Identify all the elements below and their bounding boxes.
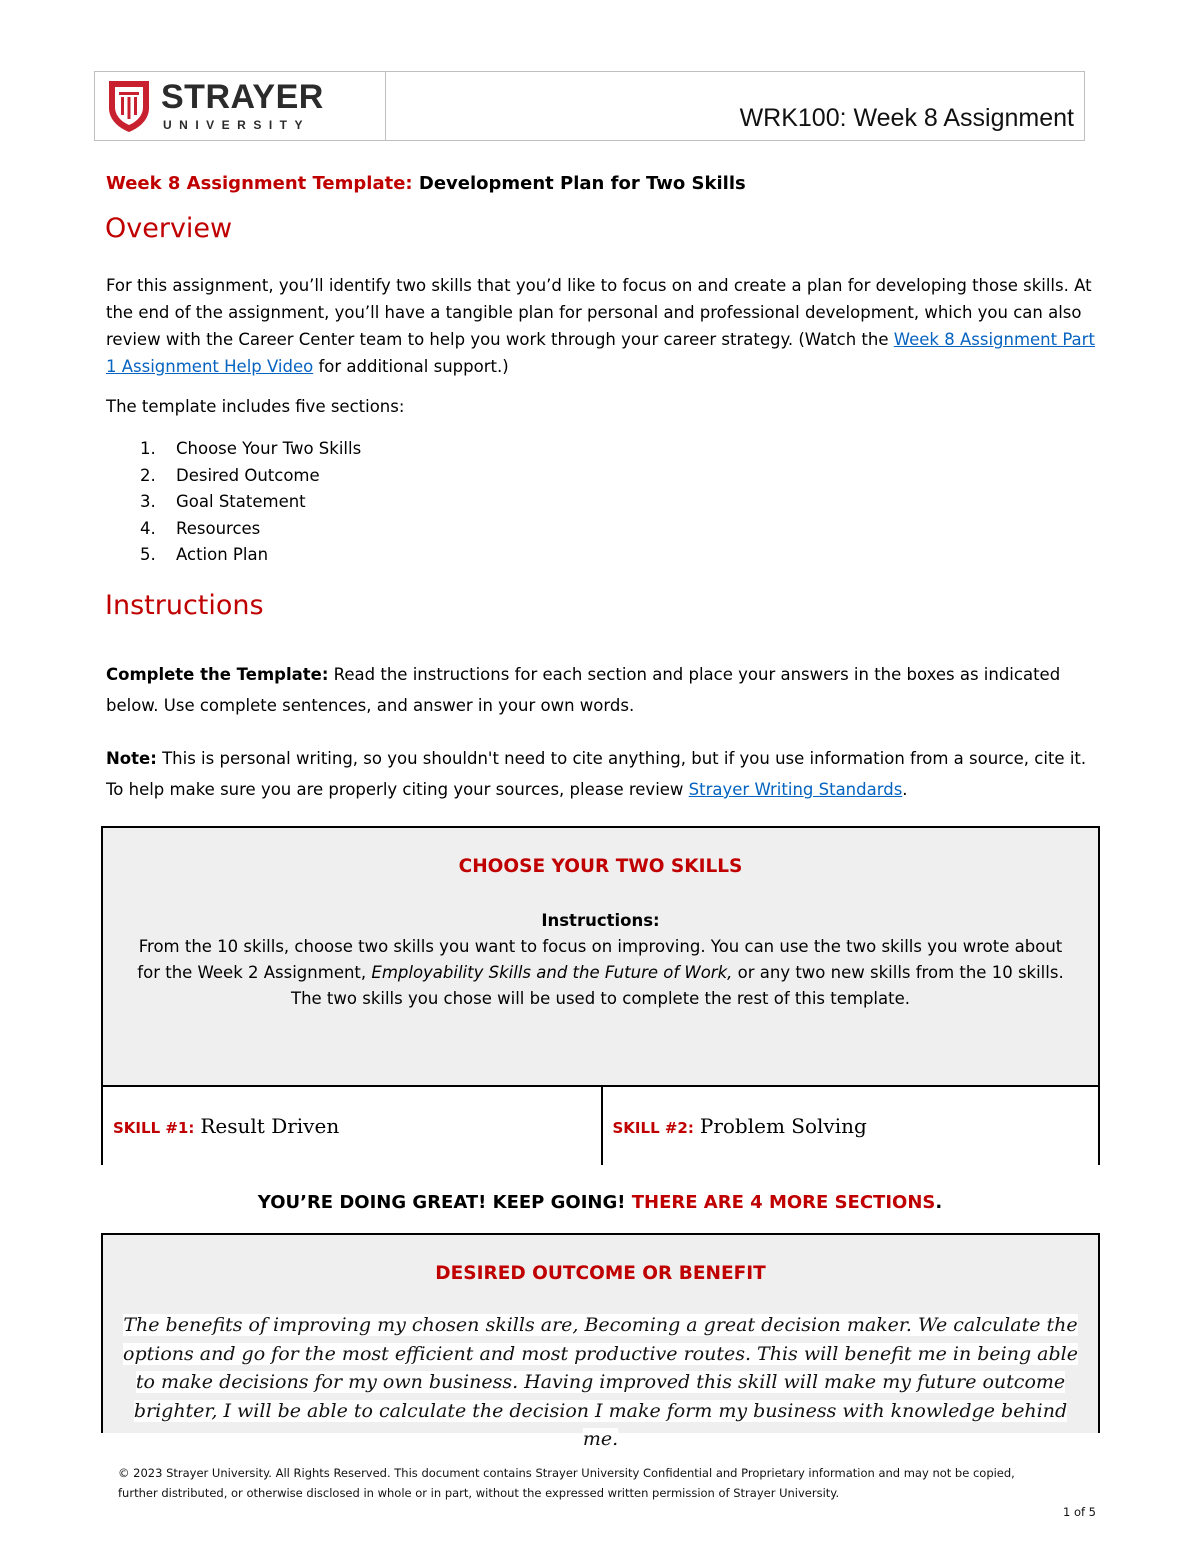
choose-skills-box <box>101 826 1100 1165</box>
copyright-footer: © 2023 Strayer University. All Rights Reserved. This document contains Strayer University Confidential and Proprietary information and may not be copied, further distributed, or otherwise disclosed in whole or in part, without the expressed written permission of Strayer University. <box>118 1466 1015 1500</box>
list-item: 4. Resources <box>140 518 261 538</box>
complete-template-paragraph <box>106 659 1096 721</box>
overview-paragraph <box>106 272 1096 380</box>
writing-standards-link[interactable]: Strayer Writing Standards <box>688 780 903 799</box>
skill-1-cell[interactable] <box>103 1087 601 1165</box>
choose-line-2: for the Week 2 Assignment, Employability Skills and the Future of Work, or any two new skills from the 10 skills. <box>137 963 1064 982</box>
subtitle-rest: Development Plan for Two Skills <box>418 173 746 194</box>
skill-2-value: Problem Solving <box>699 1114 867 1138</box>
help-video-link[interactable]: Week 8 Assignment Part 1 Assignment Help Video <box>106 330 1095 376</box>
logo <box>95 72 386 140</box>
choose-line-3: The two skills you chose will be used to complete the rest of this template. <box>290 989 910 1008</box>
instructions-heading: Instructions <box>105 590 264 621</box>
note-lead: Note: <box>106 749 157 768</box>
skill-2-cell[interactable] <box>601 1087 1099 1165</box>
header-title-cell <box>386 72 1084 140</box>
logo-wordmark: STRAYER <box>161 78 324 116</box>
list-item: 3. Goal Statement <box>140 492 306 511</box>
subtitle-lead: Week 8 Assignment Template: <box>106 173 413 194</box>
shield-logo-icon <box>106 78 152 134</box>
note-paragraph: Note: This is personal writing, so you shouldn't need to cite anything, but if you use information from a source, cite it. To help make sure you are properly citing your sources, please review Strayer Writing Standards. <box>106 749 1087 799</box>
list-item: 1. Choose Your Two Skills <box>140 439 362 458</box>
choose-skills-title: CHOOSE YOUR TWO SKILLS <box>458 856 743 877</box>
list-item: 5. Action Plan <box>140 545 269 564</box>
desired-outcome-title: DESIRED OUTCOME OR BENEFIT <box>435 1263 766 1284</box>
course-title: WRK100: Week 8 Assignment <box>739 104 1074 132</box>
encouragement-banner: YOU’RE DOING GREAT! KEEP GOING! THERE ARE 4 MORE SECTIONS. <box>257 1192 943 1213</box>
logo-subtitle: UNIVERSITY <box>163 118 311 132</box>
page-number: 1 of 5 <box>1062 1505 1096 1519</box>
overview-text-end: for additional support.) <box>318 357 509 376</box>
desired-outcome-answer[interactable]: The benefits of improving my chosen skills are, Becoming a great decision maker. We calculate the options and go for the most efficient and most productive routes. This will benefit me in being able to make decisions for my own business. Having improved this skill will make my future outcome brighter, I will be able to calculate the decision I make form my business with knowledge behind me. <box>123 1314 1078 1450</box>
skill-2-label: SKILL #2: Problem Solving <box>612 1114 867 1138</box>
skill-1-value: Result Driven <box>200 1114 340 1138</box>
instructions-label: Instructions: <box>541 911 660 930</box>
complete-lead: Complete the Template: <box>106 665 329 684</box>
complete-text: Read the instructions for each section and place your answers in the boxes as indicated below. Use complete sentences, and answer in your own words. <box>106 665 1061 715</box>
desired-outcome-box <box>101 1233 1100 1450</box>
overview-heading: Overview <box>105 213 233 244</box>
list-intro: The template includes five sections: <box>106 397 405 416</box>
list-item: 2. Desired Outcome <box>140 465 320 485</box>
note-text: This is personal writing, so you shouldn't need to cite anything, but if you use information from a source, cite it. To help make sure you are properly citing your sources, please review <box>106 749 1087 799</box>
choose-line-1: From the 10 skills, choose two skills you want to focus on improving. You can use the two skills you wrote about <box>138 937 1063 956</box>
overview-text: For this assignment, you’ll identify two skills that you’d like to focus on and create a plan for developing those skills. At the end of the assignment, you’ll have a tangible plan for personal and professional development, which you can also review with the Career Center team to help you work through your career strategy. (Watch the <box>106 276 1092 349</box>
assignment-subtitle <box>106 173 746 194</box>
choose-skills-header <box>103 828 1098 1085</box>
skills-row <box>103 1085 1098 1165</box>
sections-list <box>140 436 361 569</box>
skill-1-label: SKILL #1: Result Driven <box>113 1114 340 1138</box>
document-header <box>94 71 1085 141</box>
